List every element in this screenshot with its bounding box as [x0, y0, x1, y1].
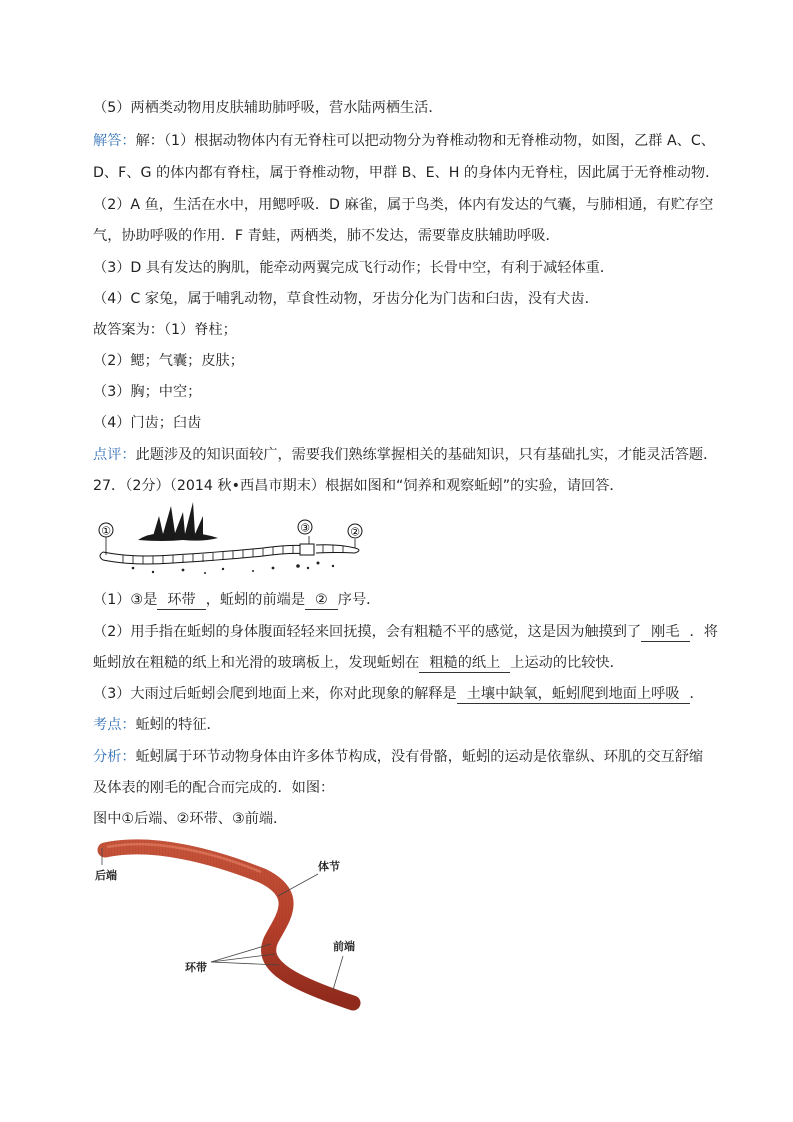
earthworm-diagram [93, 500, 383, 582]
kaodian-line: 考点：蚯蚓的特征． [93, 717, 221, 733]
text-line-6: （3）D 具有发达的胸肌，能牵动两翼完成飞行动作；长骨中空，有利于减轻体重． [93, 260, 615, 276]
question-1: （1）③是 环带 ，蚯蚓的前端是 ② 序号． [93, 592, 381, 608]
text-line-4: （2）A 鱼，生活在水中，用鳃呼吸．D 麻雀，属于鸟类，体内有发达的气囊，与肺相通，有贮存空 [93, 197, 714, 213]
text-line-2 [93, 131, 715, 151]
answer-blank-3: 刚毛 [641, 623, 689, 642]
text-line-7: （4）C 家兔，属于哺乳动物，草食性动物，牙齿分化为门齿和臼齿，没有犬齿． [93, 291, 599, 307]
text-line-5: 气，协助呼吸的作用．F 青蛙，两栖类，肺不发达，需要靠皮肤辅助呼吸． [93, 228, 560, 244]
marker-2-label: ② [350, 525, 360, 539]
text-line-9: （2）鳃；气囊；皮肤； [93, 353, 244, 369]
text-line-1: （5）两栖类动物用皮肤辅助肺呼吸，营水陆两栖生活． [93, 100, 443, 116]
question-2-line-1: （2）用手指在蚯蚓的身体腹面轻轻来回抚摸，会有粗糙不平的感觉，这是因为触摸到了 刚毛 ．将 [93, 624, 718, 640]
marker-1-label: ① [101, 524, 111, 538]
clitellum-band [300, 544, 314, 555]
kaodian-label: 考点： [93, 717, 136, 733]
earthworm-photo [93, 838, 383, 1018]
fenxi-label: 分析： [93, 749, 136, 765]
fenxi-line-1: 分析：蚯蚓属于环节动物身体由许多体节构成，没有骨骼，蚯蚓的运动是依靠纵、环肌的交互舒缩 [93, 749, 704, 765]
review-text: 此题涉及的知识面较广，需要我们熟练掌握相关的基础知识，只有基础扎实，才能灵活答题． [135, 447, 718, 463]
text-line-12 [93, 445, 717, 465]
text-line-3: D、F、G 的体内都有脊柱，属于脊椎动物，甲群 B、E、H 的身体内无脊柱，因此属于无脊椎动物． [93, 165, 720, 181]
answer-blank-4: 粗糙的纸上 [419, 654, 510, 673]
fenxi-line-3: 图中①后端、②环带、③前端． [93, 811, 288, 827]
grass-icon [138, 502, 218, 541]
answer-blank-1: 环带 [157, 591, 205, 610]
segment-label: 体节 [318, 860, 340, 873]
text-line-8: 故答案为：（1）脊柱； [93, 322, 237, 338]
marker-3-label: ③ [300, 521, 310, 535]
clitellum-label: 环带 [185, 961, 207, 974]
text-line-11: （4）门齿；臼齿 [93, 415, 202, 431]
answer-label: 解答： [93, 133, 136, 149]
review-label: 点评： [93, 447, 136, 463]
question-3: （3）大雨过后蚯蚓会爬到地面上来，你对此现象的解释是 土壤中缺氧，蚯蚓爬到地面上呼吸 ． [93, 686, 704, 702]
rear-end-label: 后端 [95, 869, 117, 882]
answer-text: 解：（1）根据动物体内有无脊柱可以把动物分为脊椎动物和无脊椎动物，如图，乙群 A、C、 [135, 133, 715, 149]
answer-blank-2: ② [305, 591, 338, 610]
front-end-label: 前端 [333, 940, 355, 953]
fenxi-line-2: 及体表的刚毛的配合而完成的．如图： [93, 780, 335, 796]
answer-blank-5: 土壤中缺氧，蚯蚓爬到地面上呼吸 [457, 685, 690, 704]
question-27-title: 27．（2分）（2014 秋•西昌市期末）根据如图和“饲养和观察蚯蚓”的实验，请回答． [93, 478, 624, 494]
question-2-line-2: 蚯蚓放在粗糙的纸上和光滑的玻璃板上，发现蚯蚓在 粗糙的纸上 上运动的比较快． [93, 655, 624, 671]
text-line-10: （3）胸；中空； [93, 384, 202, 400]
